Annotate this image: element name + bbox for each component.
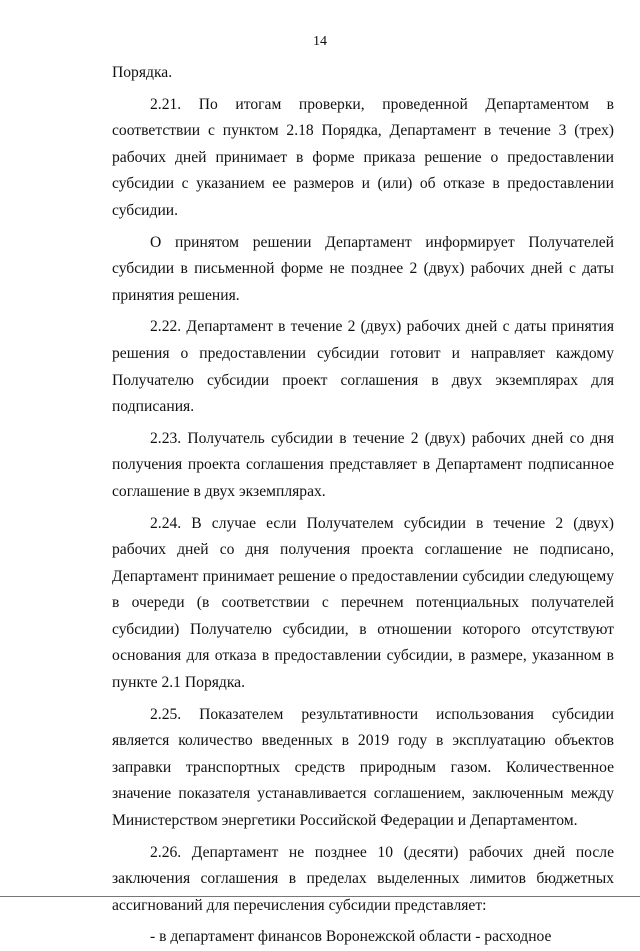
paragraph-2-25: 2.25. Показателем результативности использования субсидии является количество введенных в 2019 году в эксплуатацию объектов заправки транспортных средств природным газом. Количественное значение показателя устанавливается соглашением, заключенным между Министерством энергетики Российской Федерации и Департаментом. — [112, 705, 614, 830]
paragraph-list-item-finance: - в департамент финансов Воронежской области - расходное — [150, 928, 552, 946]
paragraph-2-21: 2.21. По итогам проверки, проведенной Департаментом в соответствии с пунктом 2.18 Порядка, Департамент в течение 3 (трех) рабочих дней принимает в форме приказа решение о предоставлении субсидии с указанием ее размеров и (или) об отказе в предоставлении субсидии. — [112, 95, 614, 219]
page-number: 14 — [313, 34, 327, 49]
document-body — [112, 60, 614, 951]
bottom-rule — [0, 896, 640, 897]
paragraph-2-22: 2.22. Департамент в течение 2 (двух) рабочих дней с даты принятия решения о предоставлении субсидии готовит и направляет каждому Получателю субсидии проект соглашения в двух экземплярах для подписания. — [112, 318, 614, 416]
paragraph-2-23: 2.23. Получатель субсидии в течение 2 (двух) рабочих дней со дня получения проекта соглашения представляет в Департамент подписанное соглашение в двух экземплярах. — [112, 429, 614, 500]
paragraph-2-24: 2.24. В случае если Получателем субсидии в течение 2 (двух) рабочих дней со дня получения проекта соглашение не подписано, Департамент принимает решение о предоставлении субсидии следующему в очереди (в соответствии с перечнем потенциальных получателей субсидии) Получателю субсидии, в отношении которого отсутствуют основания для отказа в предоставлении субсидии, в размере, указанном в пункте 2.1 Порядка. — [112, 514, 614, 692]
paragraph-decision-notice: О принятом решении Департамент информирует Получателей субсидии в письменной форме не позднее 2 (двух) рабочих дней с даты принятия решения. — [112, 233, 614, 304]
paragraph-2-26: 2.26. Департамент не позднее 10 (десяти) рабочих дней после заключения соглашения в пределах выделенных лимитов бюджетных ассигнований для перечисления субсидии представляет: — [112, 843, 614, 914]
paragraph-continuation: Порядка. — [112, 64, 173, 81]
